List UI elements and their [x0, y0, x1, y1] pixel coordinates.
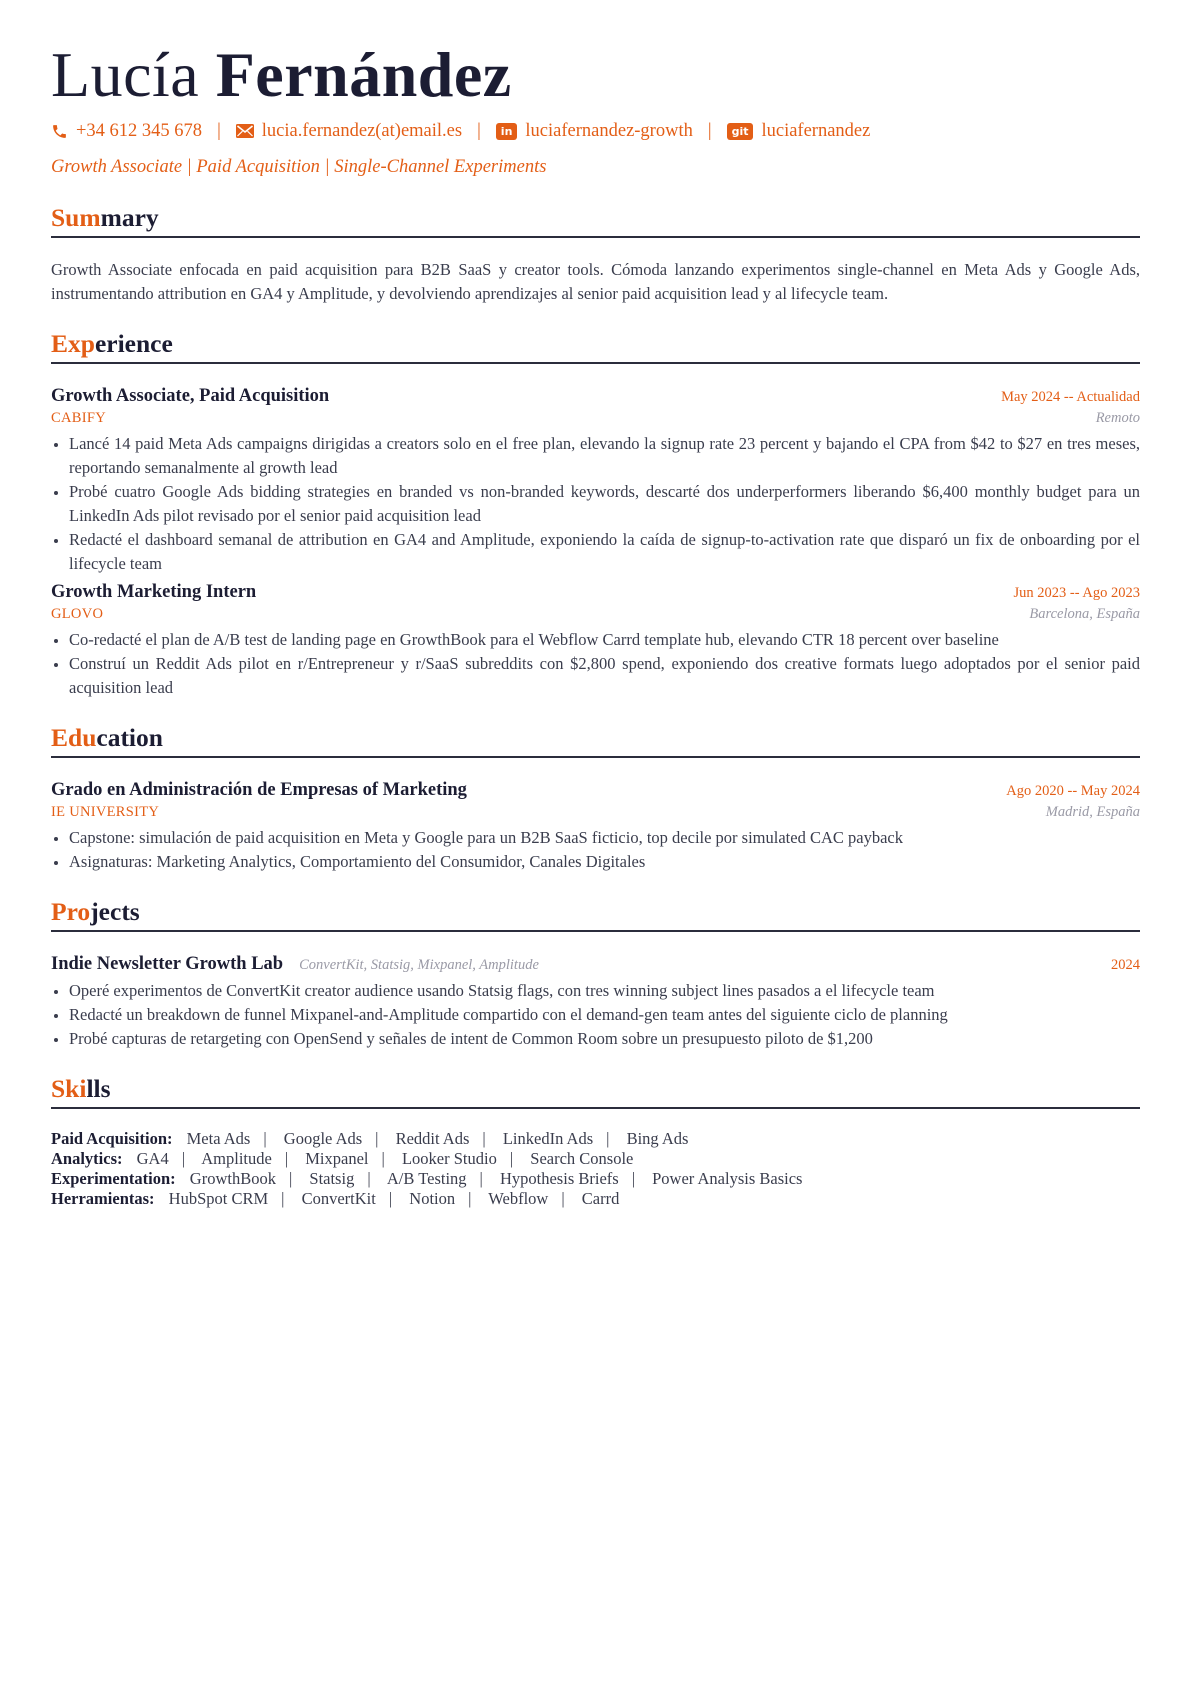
skill-separator: | — [606, 1129, 610, 1148]
project-date: 2024 — [1111, 957, 1140, 973]
skill-separator: | — [479, 1169, 483, 1188]
bullet-list — [51, 826, 1140, 874]
skill-separator: | — [482, 1129, 486, 1148]
experience-entry — [51, 384, 1140, 576]
project-entry — [51, 952, 1140, 1051]
degree-title: Grado en Administración de Empresas of Marketing — [51, 780, 467, 800]
bullet-item: • Redacté el dashboard semanal de attribution en GA4 and Amplitude, exponiendo la caída de signup-to-activation rate que disparó un fix de onboarding por el lifecycle team — [69, 528, 1140, 576]
project-name: Indie Newsletter Growth Lab — [51, 954, 284, 974]
first-name: Lucía — [51, 39, 200, 110]
skill-row — [51, 1189, 1140, 1209]
bullet-list — [51, 979, 1140, 1051]
skill-row — [51, 1169, 1140, 1189]
skill-row — [51, 1149, 1140, 1169]
skill-item: GA4 — [136, 1149, 169, 1168]
skill-item: GrowthBook — [189, 1169, 276, 1188]
skill-separator: | — [381, 1149, 385, 1168]
job-dates: May 2024 -- Actualidad — [1001, 389, 1140, 405]
email-text: lucia.fernandez(at)email.es — [261, 120, 463, 141]
skill-item: Power Analysis Basics — [652, 1169, 803, 1188]
tagline: Growth Associate | Paid Acquisition | Single-Channel Experiments — [51, 157, 547, 177]
project-title — [51, 952, 539, 977]
skill-category: Herramientas: — [51, 1189, 155, 1208]
skill-item: A/B Testing — [386, 1169, 467, 1188]
bullet-item: • Probé capturas de retargeting con OpenSend y señales de intent de Common Room sobre un presupuesto piloto de $1,200 — [69, 1027, 1140, 1051]
job-title: Growth Associate, Paid Acquisition — [51, 386, 330, 406]
last-name: Fernández — [215, 39, 512, 110]
skill-item: Bing Ads — [626, 1129, 689, 1148]
skill-separator: | — [631, 1169, 635, 1188]
skill-separator: | — [375, 1129, 379, 1148]
bullet-item: • Redacté un breakdown de funnel Mixpanel-and-Amplitude compartido con el demand-gen team antes del siguiente ciclo de planning — [69, 1003, 1140, 1027]
skill-item: HubSpot CRM — [168, 1189, 269, 1208]
skill-separator: | — [263, 1129, 267, 1148]
contact-bar — [51, 116, 1140, 146]
candidate-name — [51, 36, 1140, 114]
school-location: Madrid, España — [1045, 804, 1140, 820]
skill-item: LinkedIn Ads — [502, 1129, 594, 1148]
linkedin-icon: in — [496, 123, 518, 140]
skill-separator: | — [281, 1189, 285, 1208]
company-name: CABIFY — [51, 410, 106, 426]
section-title: Experience — [51, 328, 1140, 364]
job-dates: Jun 2023 -- Ago 2023 — [1013, 585, 1140, 601]
contact-linkedin[interactable] — [496, 121, 693, 142]
envelope-icon — [236, 124, 254, 138]
skill-item: Google Ads — [283, 1129, 363, 1148]
skill-row — [51, 1129, 1140, 1149]
skill-separator: | — [561, 1189, 565, 1208]
contact-phone[interactable] — [51, 121, 202, 142]
skill-separator: | — [288, 1169, 293, 1188]
skill-item: Statsig — [309, 1169, 355, 1188]
experience-entry — [51, 580, 1140, 700]
experience-section — [51, 328, 1140, 700]
bullet-item: • Construí un Reddit Ads pilot en r/Entrepreneur y r/SaaS subreddits con $2,800 spend, exponiendo dos creative formats luego adoptados por el senior paid acquisition lead — [69, 652, 1140, 700]
phone-text: +34 612 345 678 — [76, 120, 203, 141]
projects-section — [51, 896, 1140, 1051]
section-title: Skills — [51, 1073, 1140, 1109]
skill-item: Meta Ads — [186, 1129, 251, 1148]
contact-github[interactable] — [727, 121, 871, 142]
phone-icon — [51, 123, 68, 140]
summary-section — [51, 202, 1140, 306]
bullet-item: • Capstone: simulación de paid acquisition en Meta y Google para un B2B SaaS ficticio, top decile por simulated CAC payback — [69, 826, 1140, 850]
linkedin-text: luciafernandez-growth — [525, 120, 693, 141]
skill-separator: | — [388, 1189, 393, 1208]
skill-separator: | — [181, 1149, 186, 1168]
project-tech: ConvertKit, Statsig, Mixpanel, Amplitude — [299, 957, 539, 973]
skill-item: Mixpanel — [305, 1149, 369, 1168]
skill-category: Paid Acquisition: — [51, 1129, 173, 1148]
bullet-item: • Co-redacté el plan de A/B test de landing page en GrowthBook para el Webflow Carrd template hub, elevando CTR 18 percent over baseline — [69, 628, 1140, 652]
bullet-item: • Asignaturas: Marketing Analytics, Comportamiento del Consumidor, Canales Digitales — [69, 850, 1140, 874]
summary-text: Growth Associate enfocada en paid acquisition para B2B SaaS y creator tools. Cómoda lanzando experimentos single-channel en Meta Ads y Google Ads, instrumentando attribution en GA4 y Amplitude, y devolviendo aprendizajes al senior paid acquisition lead y al lifecycle team. — [51, 260, 1140, 303]
company-name: GLOVO — [51, 606, 104, 622]
bullet-item: • Operé experimentos de ConvertKit creator audience usando Statsig flags, con tres winning subject lines pasados a el lifecycle team — [69, 979, 1140, 1003]
education-section — [51, 722, 1140, 874]
contact-separator: | — [707, 120, 712, 141]
job-location: Remoto — [1095, 410, 1140, 426]
skill-item: ConvertKit — [301, 1189, 376, 1208]
contact-separator: | — [217, 120, 221, 141]
skills-list — [51, 1129, 1140, 1209]
section-title: Education — [51, 722, 1140, 758]
bullet-list — [51, 628, 1140, 700]
skill-category: Analytics: — [51, 1149, 123, 1168]
skill-item: Webflow — [488, 1189, 549, 1208]
skill-item: Search Console — [530, 1149, 634, 1168]
education-dates: Ago 2020 -- May 2024 — [1006, 783, 1140, 799]
github-text: luciafernandez — [761, 120, 871, 141]
skill-item: Notion — [409, 1189, 456, 1208]
skill-item: Looker Studio — [401, 1149, 497, 1168]
bullet-list — [51, 432, 1140, 576]
skill-separator: | — [284, 1149, 289, 1168]
contact-separator: | — [477, 120, 481, 141]
skill-separator: | — [509, 1149, 514, 1168]
skill-category: Experimentation: — [51, 1169, 176, 1188]
skill-item: Carrd — [581, 1189, 620, 1208]
skill-separator: | — [468, 1189, 472, 1208]
git-icon: git — [727, 123, 754, 140]
education-entry — [51, 778, 1140, 874]
skill-item: Amplitude — [201, 1149, 272, 1168]
bullet-item: • Lancé 14 paid Meta Ads campaigns dirigidas a creators solo en el free plan, elevando la signup rate 23 percent y bajando el CPA from $42 to $27 en tres meses, reportando semanalmente al growth lead — [69, 432, 1140, 480]
section-title: Summary — [51, 202, 1140, 238]
job-title: Growth Marketing Intern — [51, 582, 257, 602]
skill-item: Reddit Ads — [395, 1129, 470, 1148]
skills-section — [51, 1073, 1140, 1209]
skill-separator: | — [367, 1169, 371, 1188]
school-name: IE UNIVERSITY — [51, 804, 160, 820]
job-location: Barcelona, España — [1029, 606, 1140, 622]
contact-email[interactable] — [236, 121, 462, 142]
section-title: Projects — [51, 896, 1140, 932]
skill-item: Hypothesis Briefs — [499, 1169, 619, 1188]
bullet-item: • Probé cuatro Google Ads bidding strategies en branded vs non-branded keywords, descarté dos underperformers liberando $6,400 monthly budget para un LinkedIn Ads pilot revisado por el senior paid acquisition lead — [69, 480, 1140, 528]
